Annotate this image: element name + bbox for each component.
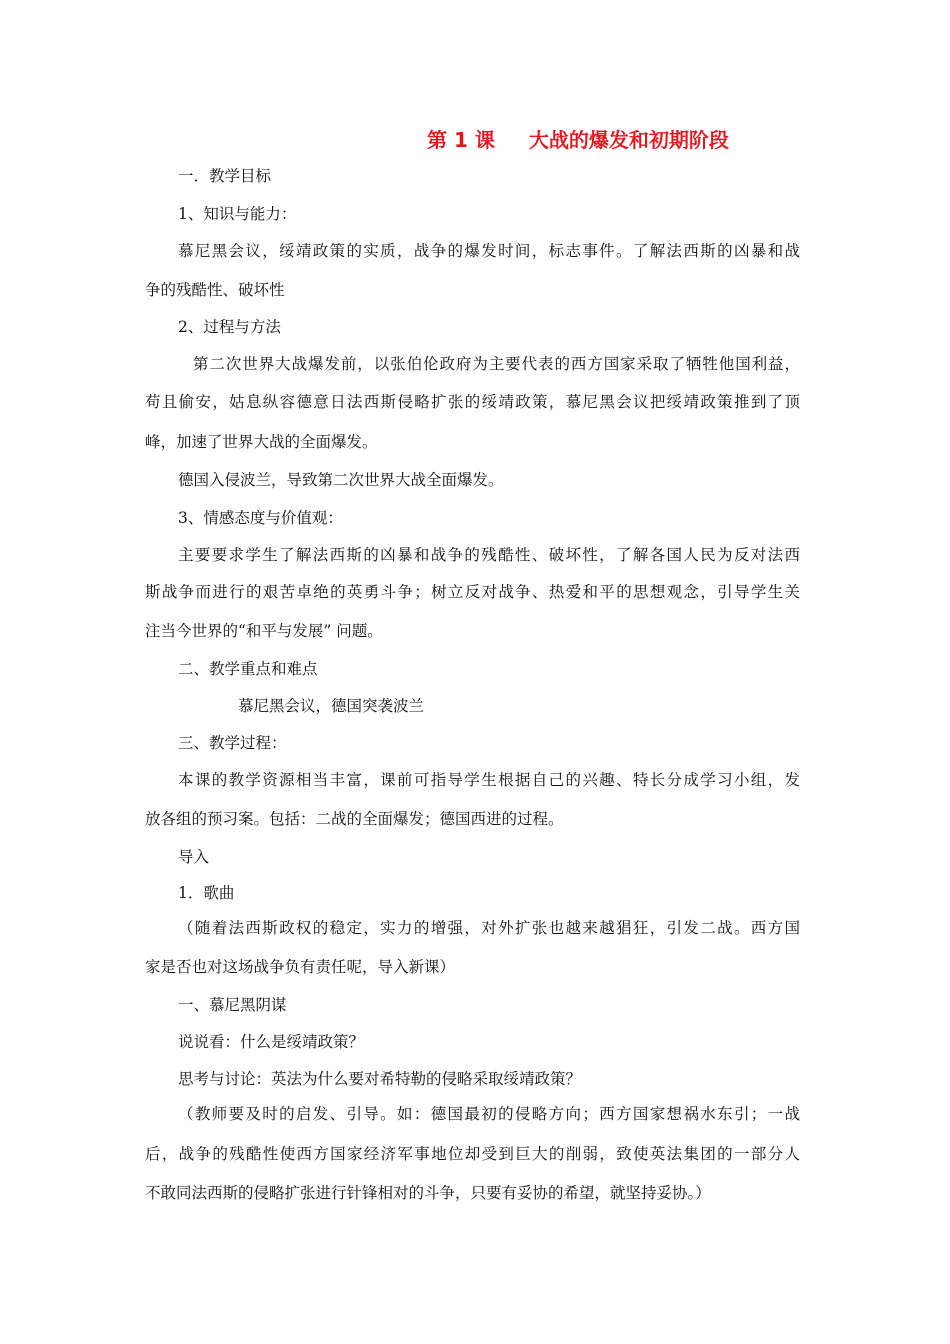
subheading-attitude: 3、情感态度与价值观： bbox=[178, 509, 343, 527]
paragraph-line: （教师要及时的启发、引导。如：德国最初的侵略方向；西方国家想祸水东引；一战 bbox=[178, 1105, 800, 1123]
subheading-process: 2、过程与方法 bbox=[178, 318, 281, 336]
section-heading-process: 三、教学过程： bbox=[178, 734, 287, 752]
paragraph-line: 主要要求学生了解法西斯的凶暴和战争的残酷性、破坏性，了解各国人民为反对法西 bbox=[178, 546, 800, 564]
paragraph-line: 家是否也对这场战争负有责任呢，导入新课） bbox=[145, 958, 456, 976]
paragraph-line: 本课的教学资源相当丰富，课前可指导学生根据自己的兴趣、特长分成学习小组，发 bbox=[178, 771, 800, 789]
paragraph-line: 注当今世界的“和平与发展” 问题。 bbox=[145, 622, 383, 640]
paragraph-line: 争的残酷性、破坏性 bbox=[145, 281, 285, 299]
paragraph-line: 德国入侵波兰，导致第二次世界大战全面爆发。 bbox=[178, 471, 504, 489]
section-heading-objectives: 一．教学目标 bbox=[178, 167, 272, 185]
paragraph-line: 放各组的预习案。包括：二战的全面爆发；德国西进的过程。 bbox=[145, 810, 564, 828]
paragraph-line: 思考与讨论：英法为什么要对希特勒的侵略采取绥靖政策？ bbox=[178, 1070, 582, 1088]
paragraph-line: 苟且偷安，姑息纵容德意日法西斯侵略扩张的绥靖政策，慕尼黑会议把绥靖政策推到了顶 bbox=[145, 393, 800, 411]
paragraph-line: （随着法西斯政权的稳定，实力的增强，对外扩张也越来越猖狂，引发二战。西方国 bbox=[178, 919, 800, 937]
paragraph-line: 后，战争的残酷性使西方国家经济军事地位却受到巨大的削弱，致使英法集团的一部分人 bbox=[145, 1145, 800, 1163]
section-heading-munich: 一、慕尼黑阴谋 bbox=[178, 996, 287, 1014]
paragraph-line: 第二次世界大战爆发前，以张伯伦政府为主要代表的西方国家采取了牺牲他国利益， bbox=[193, 355, 800, 373]
paragraph-line: 不敢同法西斯的侵略扩张进行针锋相对的斗争，只要有妥协的希望，就坚持妥协。） bbox=[145, 1184, 711, 1202]
paragraph-line: 峰，加速了世界大战的全面爆发。 bbox=[145, 433, 378, 451]
paragraph-line: 慕尼黑会议，德国突袭波兰 bbox=[238, 697, 425, 715]
subheading-song: 1．歌曲 bbox=[178, 884, 235, 902]
paragraph-line: 说说看：什么是绥靖政策？ bbox=[178, 1033, 365, 1051]
subheading-intro: 导入 bbox=[178, 848, 210, 866]
lesson-number: 第 1 课 bbox=[427, 128, 495, 152]
page-title bbox=[427, 124, 729, 153]
paragraph-line: 斯战争而进行的艰苦卓绝的英勇斗争；树立反对战争、热爱和平的思想观念，引导学生关 bbox=[145, 583, 800, 601]
subheading-knowledge: 1、知识与能力： bbox=[178, 205, 297, 223]
lesson-title: 大战的爆发和初期阶段 bbox=[528, 128, 729, 152]
section-heading-keypoints: 二、教学重点和难点 bbox=[178, 660, 318, 678]
paragraph-line: 慕尼黑会议，绥靖政策的实质，战争的爆发时间，标志事件。了解法西斯的凶暴和战 bbox=[178, 242, 800, 260]
